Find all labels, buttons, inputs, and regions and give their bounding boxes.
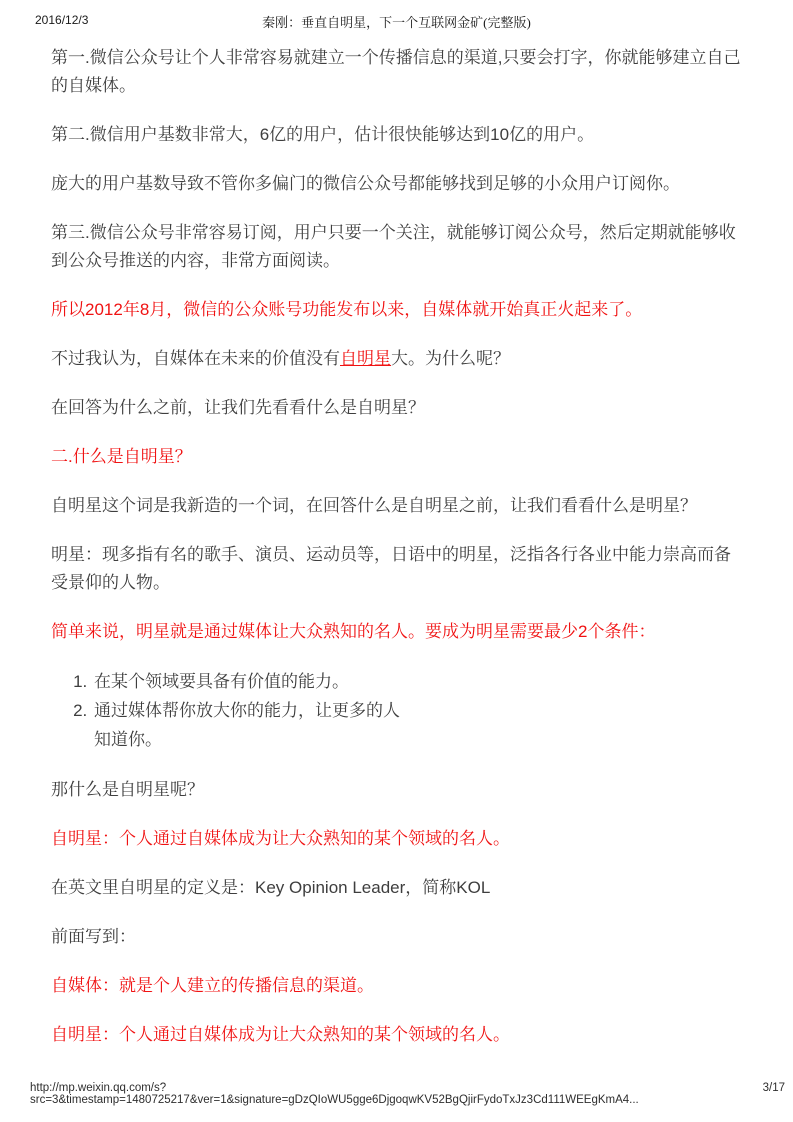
selfstar-link[interactable]: 自明星 <box>340 349 391 368</box>
paragraph-new-word: 自明星这个词是我新造的一个词，在回答什么是自明星之前，让我们看看什么是明星？ <box>51 496 697 515</box>
paragraph-red-selfmedia-def: 自媒体：就是个人建立的传播信息的渠道。 <box>51 976 374 995</box>
paragraph-point-1: 第一.微信公众号让个人非常容易就建立一个传播信息的渠道,只要会打字，你就能够建立自己的自媒体。 <box>51 48 741 95</box>
paragraph-before-answer: 在回答为什么之前，让我们先看看什么是自明星？ <box>51 398 425 417</box>
opinion-text-after: 大。为什么呢？ <box>391 349 510 368</box>
paragraph-red-2012: 所以2012年8月，微信的公众账号功能发布以来，自媒体就开始真正火起来了。 <box>51 300 643 319</box>
paragraph-point-2: 第二.微信用户基数非常大，6亿的用户，估计很快能够达到10亿的用户。 <box>51 125 595 144</box>
paragraph-userbase: 庞大的用户基数导致不管你多偏门的微信公众号都能够找到足够的小众用户订阅你。 <box>51 174 680 193</box>
paragraph-red-selfstar-def-repeat: 自明星：个人通过自媒体成为让大众熟知的某个领域的名人。 <box>51 1025 510 1044</box>
page-footer <box>30 1082 785 1106</box>
paragraph-opinion <box>51 345 743 373</box>
article-body <box>51 44 743 1070</box>
list-item-condition-2: 2. 通过媒体帮你放大你的能力，让更多的人 知道你。 <box>92 696 743 754</box>
opinion-text-before: 不过我认为，自媒体在未来的价值没有 <box>51 349 340 368</box>
paragraph-question-selfstar: 那什么是自明星呢？ <box>51 780 204 799</box>
section-heading-2: 二.什么是自明星？ <box>51 447 192 466</box>
header-article-title: 秦刚：垂直自明星，下一个互联网金矿(完整版) <box>262 15 531 30</box>
paragraph-kol: 在英文里自明星的定义是：Key Opinion Leader，简称KOL <box>51 878 491 897</box>
footer-page-number: 3/17 <box>762 1082 785 1094</box>
paragraph-red-selfstar-def: 自明星：个人通过自媒体成为让大众熟知的某个领域的名人。 <box>51 829 510 848</box>
footer-source-url: http://mp.weixin.qq.com/s?src=3&timestamp=1480725217&ver=1&signature=gDzQIoWU5gge6DjgoqwKV52BgQjirFydoTxJz3Cd111WEEgKmA4... <box>30 1082 639 1106</box>
header-date: 2016/12/3 <box>35 13 89 27</box>
conditions-ordered-list <box>51 667 743 754</box>
list-item-condition-1: 1. 在某个领域要具备有价值的能力。 <box>92 667 743 696</box>
paragraph-wrote-before: 前面写到： <box>51 927 136 946</box>
paragraph-point-3: 第三.微信公众号非常容易订阅，用户只要一个关注，就能够订阅公众号，然后定期就能够收到公众号推送的内容，非常方面阅读。 <box>51 223 736 270</box>
paragraph-red-conditions: 简单来说，明星就是通过媒体让大众熟知的名人。要成为明星需要最少2个条件： <box>51 622 656 641</box>
paragraph-star-definition: 明星：现多指有名的歌手、演员、运动员等，日语中的明星，泛指各行各业中能力崇高而备受景仰的人物。 <box>51 545 731 592</box>
